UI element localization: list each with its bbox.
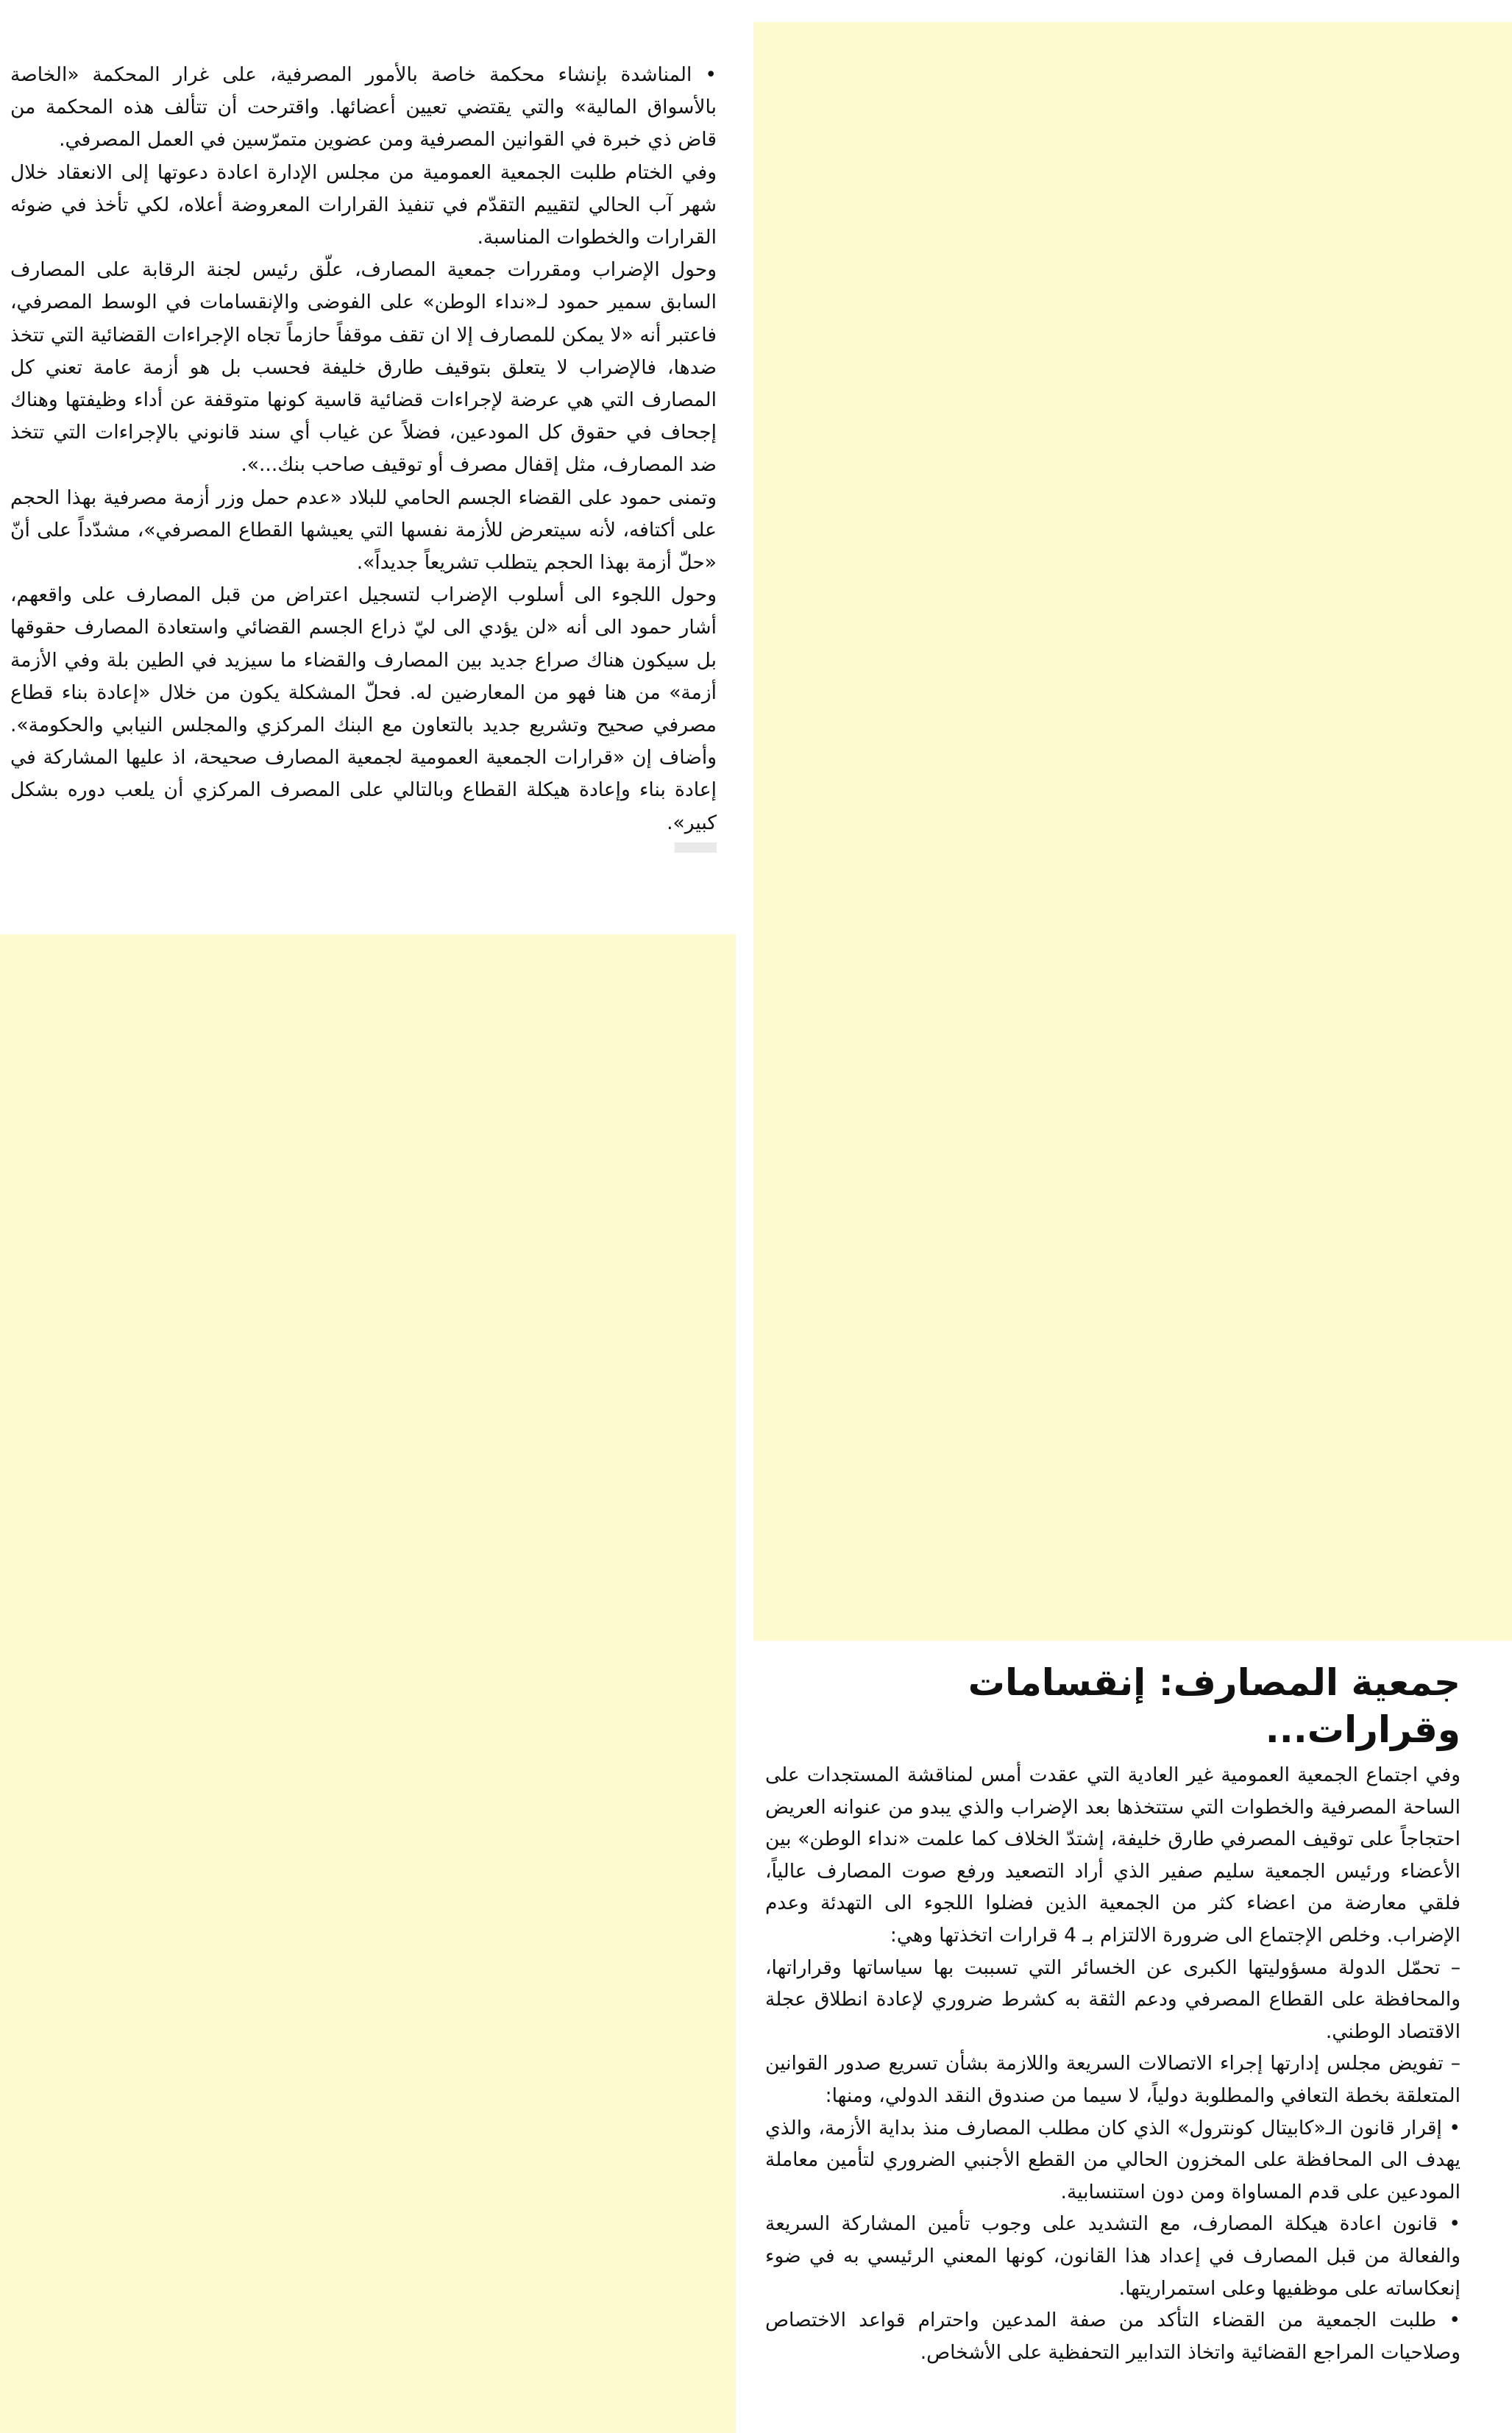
paragraph-decision-1: – تحمّل الدولة مسؤوليتها الكبرى عن الخسائر التي تسببت بها سياساتها وقراراتها، والمحافظة على القطاع المصرفي ودعم الثقة به كشرط ضروري لإعادة انطلاق عجلة الاقتصاد الوطني. <box>765 1956 1460 2043</box>
paragraph-strike-method: وحول اللجوء الى أسلوب الإضراب لتسجيل اعتراض من قبل المصارف على واقعهم، أشار حمود الى أنه «لن يؤدي الى ليّ ذراع الجسم القضائي واستعادة المصارف حقوقها بل سيكون هناك صراع جديد بين المصارف والقضاء ما سيزيد في الطين بلة وفي الأزمة أزمة» من هنا فهو من المعارضين له. فحلّ المشكلة يكون من خلال «إعادة بناء قطاع مصرفي صحيح وتشريع جديد بالتعاون مع البنك المركزي والمجلس النيابي والحكومة». وأضاف إن «قرارات الجمعية العمومية لجمعية المصارف صحيحة، اذ عليها المشاركة في إعادة بناء وإعادة هيكلة القطاع وبالتالي على المصرف المركزي أن يلعب دوره بشكل كبير». <box>10 583 717 834</box>
paragraph-court-proposal: • المناشدة بإنشاء محكمة خاصة بالأمور المصرفية، على غرار المحكمة «الخاصة بالأسواق المالية» والتي يقتضي تعيين أعضائها. واقترحت أن تتألف هذه المحكمة من قاض ذي خبرة في القوانين المصرفية ومن عضوين متمرّسين في العمل المصرفي. <box>10 63 717 152</box>
highlight-panel-lower <box>0 934 736 2433</box>
article-heading: جمعية المصارف: إنقسامات وقرارات... <box>968 1661 1460 1751</box>
paragraph-judiciary-appeal: وتمنى حمود على القضاء الجسم الحامي للبلاد «عدم حمل وزر أزمة مصرفية بهذا الحجم على أكتافه، لأنه سيتعرض للأزمة نفسها التي يعيشها القطاع المصرفي»، مشدّداً على أنّ «حلّ أزمة بهذا الحجم يتطلب تشريعاً جديداً». <box>10 486 717 575</box>
paragraph-capital-control: • إقرار قانون الـ«كابيتال كونترول» الذي كان مطلب المصارف منذ بداية الأزمة، والذي يهدف الى المحافظة على المخزون الحالي من القطع الأجنبي الضروري لتأمين معاملة المودعين على قدم المساواة ومن دون استنسابية. <box>765 2116 1460 2203</box>
paragraph-strike-comment: وحول الإضراب ومقررات جمعية المصارف، علّق رئيس لجنة الرقابة على المصارف السابق سمير حمود لـ«نداء الوطن» على الفوضى والإنقسامات في الوسط المصرفي، فاعتبر أنه «لا يمكن للمصارف إلا ان تقف موقفاً حازماً تجاه الإجراءات القضائية التي تتخذ ضدها، فالإضراب لا يتعلق بتوقيف طارق خليفة فحسب بل هو أزمة عامة تعني كل المصارف التي هي عرضة لإجراءات قضائية قاسية كونها متوقفة عن أداء وظيفتها وهناك إجحاف في حقوق كل المودعين، فضلاً عن غياب أي سند قانوني بالإجراءات التي تتخذ ضد المصارف، مثل إقفال مصرف أو توقيف صاحب بنك...». <box>10 258 717 477</box>
article-body <box>765 1759 1460 2368</box>
highlight-panel-upper <box>753 22 1512 1641</box>
paragraph-decision-2: – تفويض مجلس إدارتها إجراء الاتصالات السريعة واللازمة بشأن تسريع صدور القوانين المتعلقة بخطة التعافي والمطلوبة دولياً، لا سيما من صندوق النقد الدولي، ومنها: <box>765 2052 1460 2107</box>
paragraph-meeting-intro: وفي اجتماع الجمعية العمومية غير العادية التي عقدت أمس لمناقشة المستجدات على الساحة المصرفية والخطوات التي ستتخذها بعد الإضراب والذي يبدو من عنوانه العريض احتجاجاً على توقيف المصرفي طارق خليفة، إشتدّ الخلاف كما علمت «نداء الوطن» بين الأعضاء ورئيس الجمعية سليم صفير الذي أراد التصعيد ورفع صوت المصارف عالياً، فلقي معارضة من اعضاء كثر من الجمعية الذين فضلوا اللجوء الى التهدئة وعدم الإضراب. وخلص الإجتماع الى ضرورة الالتزام بـ 4 قرارات اتخذتها وهي: <box>765 1764 1460 1947</box>
paragraph-judicial-request: • طلبت الجمعية من القضاء التأكد من صفة المدعين واحترام قواعد الاختصاص وصلاحيات المراجع القضائية واتخاذ التدابير التحفظية على الأشخاص. <box>765 2309 1460 2364</box>
right-text-column <box>765 1659 1460 2368</box>
left-text-column <box>10 59 717 853</box>
paragraph-restructuring-law: • قانون اعادة هيكلة المصارف، مع التشديد على وجوب تأمين المشاركة السريعة والفعالة من قبل المصارف في إعداد هذا القانون، كونها المعني الرئيسي به في ضوء إنعكاساته على موظفيها وعلى استمراريتها. <box>765 2212 1460 2300</box>
paragraph-closing-request: وفي الختام طلبت الجمعية العمومية من مجلس الإدارة اعادة دعوتها إلى الانعقاد خلال شهر آب الحالي لتقييم التقدّم في تنفيذ القرارات المعروضة أعلاه، لكي تأخذ في ضوئه القرارات والخطوات المناسبة. <box>10 160 717 249</box>
cut-off-line <box>10 842 717 853</box>
